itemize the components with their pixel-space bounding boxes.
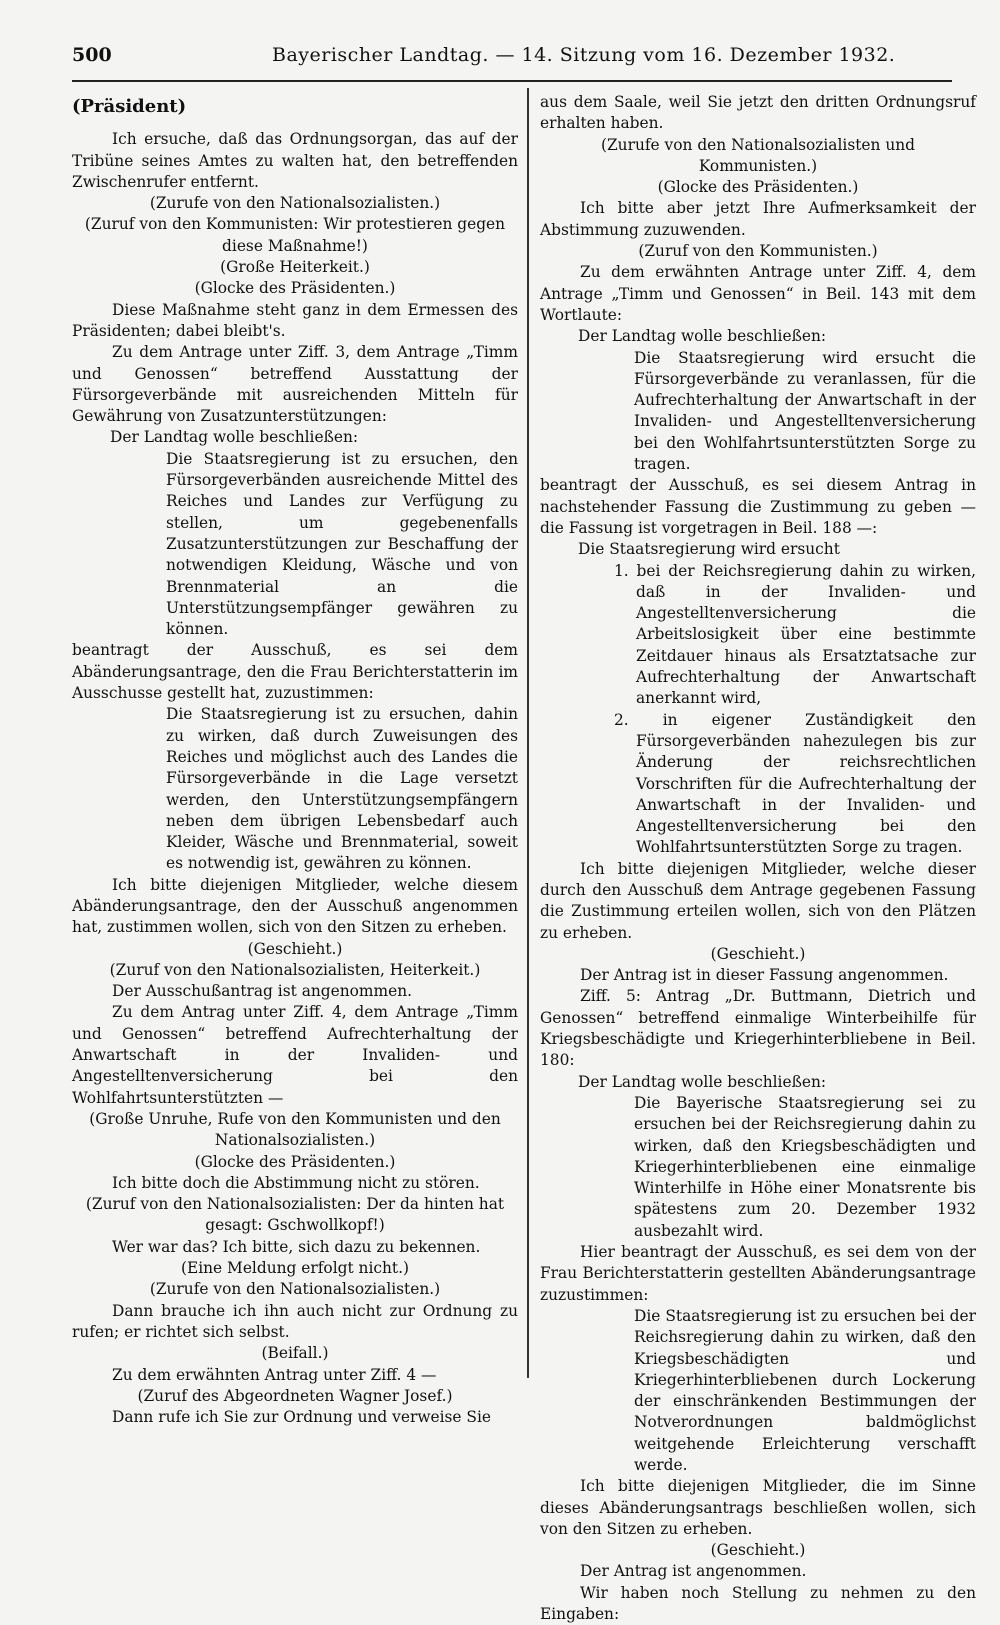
paragraph: Wer war das? Ich bitte, sich dazu zu bekennen. xyxy=(112,1237,481,1256)
paragraph: Ziff. 5: Antrag „Dr. Buttmann, Dietrich und Genossen“ betreffend einmalige Winterbeihilfe für Kriegsbeschädigte und Kriegerhinterbliebene in Beil. 180: xyxy=(540,987,976,1070)
paragraph: Zu dem erwähnten Antrag unter Ziff. 4 — xyxy=(112,1365,437,1384)
stage-direction: (Zuruf von den Kommunisten: Wir protestieren gegen diese Maßnahme!) xyxy=(84,215,506,255)
paragraph: Der Landtag wolle beschließen: xyxy=(110,428,359,447)
paragraph: Die Staatsregierung ist zu ersuchen bei der Reichsregierung dahin zu wirken, daß den Kriegsbeschädigten und Kriegerhinterbliebenen durch Lockerung der einschränkenden Bestimmungen der Notverordnungen baldmöglichst weitgehende Erleichterung verschafft werde. xyxy=(634,1306,976,1474)
paragraph: Ich bitte aber jetzt Ihre Aufmerksamkeit der Abstimmung zuzuwenden. xyxy=(540,199,976,239)
paragraph: Der Antrag ist angenommen. xyxy=(580,1562,807,1581)
column-divider xyxy=(527,88,529,1378)
paragraph: Ich ersuche, daß das Ordnungsorgan, das auf der Tribüne seines Amtes zu walten hat, den betreffenden Zwischenrufer entfernt. xyxy=(72,130,518,191)
paragraph: 2. in eigener Zuständigkeit den Fürsorgeverbänden nahezulegen bis zur Änderung der reichsrechtlichen Vorschriften für die Aufrechterhaltung der Anwartschaft in der Invaliden- und Angestelltenversicherung bei den Wohlfahrtsunterstützten Sorge zu tragen. xyxy=(614,710,976,857)
stage-direction: (Zurufe von den Nationalsozialisten und Kommunisten.) xyxy=(600,135,916,175)
stage-direction: (Große Unruhe, Rufe von den Kommunisten und den Nationalsozialisten.) xyxy=(89,1109,501,1150)
stage-direction: (Glocke des Präsidenten.) xyxy=(194,279,396,298)
stage-direction: (Glocke des Präsidenten.) xyxy=(657,178,859,197)
paragraph: Die Staatsregierung ist zu ersuchen, den Fürsorgeverbänden ausreichende Mittel des Reiches und Landes zur Verfügung zu stellen, um gegebenenfalls Zusatzunterstützungen zur Beschaffung der notwendigen Kleidung, Wäsche und von Brennmaterial an die Unterstützungsempfänger gewähren zu können. xyxy=(166,449,518,639)
stage-direction: (Eine Meldung erfolgt nicht.) xyxy=(180,1259,409,1278)
paragraph: Der Antrag ist in dieser Fassung angenommen. xyxy=(580,966,949,985)
paragraph: Die Bayerische Staatsregierung sei zu ersuchen bei der Reichsregierung dahin zu wirken, daß den Kriegsbeschädigten und Kriegerhinterbliebenen eine einmalige Winterhilfe in Höhe einer Monatsrente bis spätestens zum 20. Dezember 1932 ausbezahlt wird. xyxy=(634,1093,976,1240)
paragraph: Ich bitte diejenigen Mitglieder, welche dieser durch den Ausschuß dem Antrage gegebenen Fassung die Zustimmung erteilen wollen, sich von den Plätzen zu erheben. xyxy=(540,859,976,942)
paragraph: Die Staatsregierung ist zu ersuchen, dahin zu wirken, daß durch Zuweisungen des Reiches und möglichst auch des Landes die Fürsorgeverbände in die Lage versetzt werden, den Unterstützungsempfängern neben dem übrigen Lebensbedarf auch Kleider, Wäsche und Brennmaterial, soweit es notwendig ist, gewähren zu können. xyxy=(166,705,518,873)
paragraph: beantragt der Ausschuß, es sei diesem Antrag in nachstehender Fassung die Zustimmung zu geben — die Fassung ist vorgetragen in Beil. 188 —: xyxy=(540,476,976,537)
left-column xyxy=(72,92,518,1428)
stage-direction: (Geschieht.) xyxy=(710,944,806,963)
paragraph: Hier beantragt der Ausschuß, es sei dem von der Frau Berichterstatterin gestellten Abänderungsantrage zuzustimmen: xyxy=(540,1243,976,1304)
paragraph: Ich bitte diejenigen Mitglieder, welche diesem Abänderungsantrage, den der Ausschuß angenommen hat, zustimmen wollen, sich von den Sitzen zu erheben. xyxy=(72,875,518,937)
paragraph: Diese Maßnahme steht ganz in dem Ermessen des Präsidenten; dabei bleibt's. xyxy=(72,300,518,340)
stage-direction: (Geschieht.) xyxy=(710,1541,806,1560)
paragraph: Wir haben noch Stellung zu nehmen zu den Eingaben: xyxy=(540,1583,976,1624)
right-column xyxy=(540,92,976,1625)
stage-direction: (Geschieht.) xyxy=(247,939,343,958)
paragraph: Dann brauche ich ihn auch nicht zur Ordnung zu rufen; er richtet sich selbst. xyxy=(72,1301,518,1341)
paragraph: Der Landtag wolle beschließen: xyxy=(578,1072,827,1091)
stage-direction: (Zurufe von den Nationalsozialisten.) xyxy=(149,194,441,213)
paragraph: aus dem Saale, weil Sie jetzt den dritten Ordnungsruf erhalten haben. xyxy=(540,93,976,133)
paragraph: Ich bitte doch die Abstimmung nicht zu stören. xyxy=(112,1173,480,1192)
page-number: 500 xyxy=(72,44,112,66)
paragraph: Die Staatsregierung wird ersucht xyxy=(578,540,840,559)
stage-direction: (Glocke des Präsidenten.) xyxy=(194,1152,396,1171)
page-header xyxy=(72,44,952,78)
paragraph: Die Staatsregierung wird ersucht die Fürsorgeverbände zu veranlassen, für die Aufrechterhaltung der Anwartschaft in der Invaliden- und Angestelltenversicherung bei den Wohlfahrtsunterstützten Sorge zu tragen. xyxy=(634,348,976,474)
paragraph: Der Landtag wolle beschließen: xyxy=(578,327,827,346)
stage-direction: (Beifall.) xyxy=(261,1344,329,1363)
running-title: Bayerischer Landtag. — 14. Sitzung vom 16. Dezember 1932. xyxy=(272,44,896,66)
paragraph: Dann rufe ich Sie zur Ordnung und verweise Sie xyxy=(112,1408,491,1427)
paragraph: Der Ausschußantrag ist angenommen. xyxy=(112,982,413,1001)
header-rule xyxy=(72,80,952,82)
speaker-name: (Präsident) xyxy=(72,96,187,117)
paragraph: beantragt der Ausschuß, es sei dem Abänderungsantrage, den die Frau Berichterstatterin im Ausschusse gestellt hat, zuzustimmen: xyxy=(72,641,518,703)
stage-direction: (Zuruf des Abgeordneten Wagner Josef.) xyxy=(137,1386,453,1405)
paragraph: Ich bitte diejenigen Mitglieder, die im Sinne dieses Abänderungsantrags beschließen wollen, sich von den Sitzen zu erheben. xyxy=(540,1477,976,1538)
paragraph: Zu dem Antrage unter Ziff. 3, dem Antrage „Timm und Genossen“ betreffend Ausstattung der Fürsorgeverbände mit ausreichenden Mitteln für Gewährung von Zusatzunterstützungen: xyxy=(72,343,518,426)
paragraph: 1. bei der Reichsregierung dahin zu wirken, daß in der Invaliden- und Angestelltenversicherung die Arbeitslosigkeit über eine bestimmte Zeitdauer hinaus als Ersatztatsache zur Aufrechterhaltung der Anwartschaft anerkannt wird, xyxy=(614,561,976,708)
stage-direction: (Zuruf von den Kommunisten.) xyxy=(638,242,878,261)
stage-direction: (Zuruf von den Nationalsozialisten: Der da hinten hat gesagt: Gschwollkopf!) xyxy=(85,1195,505,1235)
paragraph: Zu dem erwähnten Antrage unter Ziff. 4, dem Antrage „Timm und Genossen“ in Beil. 143 mit dem Wortlaute: xyxy=(540,263,976,324)
stage-direction: (Große Heiterkeit.) xyxy=(220,258,370,277)
stage-direction: (Zurufe von den Nationalsozialisten.) xyxy=(149,1280,441,1299)
paragraph: Zu dem Antrag unter Ziff. 4, dem Antrage „Timm und Genossen“ betreffend Aufrechterhaltung der Anwartschaft in der Invaliden- und Angestelltenversicherung bei den Wohlfahrtsunterstützten — xyxy=(72,1003,518,1107)
stage-direction: (Zuruf von den Nationalsozialisten, Heiterkeit.) xyxy=(109,960,481,979)
